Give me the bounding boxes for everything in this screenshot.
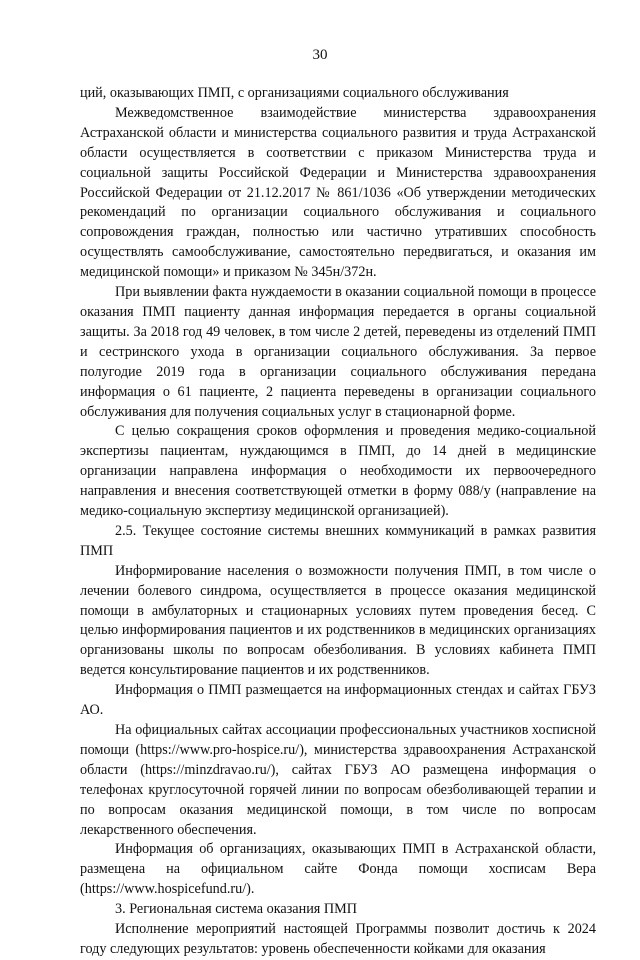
document-body xyxy=(80,84,596,960)
paragraph-6: Информирование населения о возможности получения ПМП, в том числе о лечении болевого синдрома, осуществляется в процессе оказания медицинской помощи в амбулаторных и стационарных условиях путем проведения бесед. С целью информирования пациентов и их родственников в медицинских организациях организованы школы по вопросам обезболивания. В условиях кабинета ПМП ведется консультирование пациентов и их родственников. xyxy=(80,562,596,679)
section-heading-3: 3. Региональная система оказания ПМП xyxy=(115,901,357,918)
paragraph-11: Исполнение мероприятий настоящей Программы позволит достичь к 2024 году следующих результатов: уровень обеспеченности койками для оказания xyxy=(80,921,596,957)
paragraph-9: Информация об организациях, оказывающих ПМП в Астраханской области, размещена на официальном сайте Фонда помощи хосписам Вера (https://www.hospicefund.ru/). xyxy=(80,841,596,898)
paragraph-2: Межведомственное взаимодействие министерства здравоохранения Астраханской области и министерства социального развития и труда Астраханской области осуществляется в соответствии с приказом Министерства труда и социальной защиты Российской Федерации и Министерства здравоохранения Российской Федерации от 21.12.2017 № 861/1036 «Об утверждении методических рекомендаций по организации социального обслуживания и социального сопровождения граждан, полностью или частично утративших способность осуществлять самообслуживание, самостоятельно передвигаться, и оказания им медицинской помощи» и приказом № 345н/372н. xyxy=(80,104,596,281)
paragraph-7: Информация о ПМП размещается на информационных стендах и сайтах ГБУЗ АО. xyxy=(80,682,596,719)
section-heading-2-5: 2.5. Текущее состояние системы внешних коммуникаций в рамках развития ПМП xyxy=(80,522,596,559)
paragraph-3: При выявлении факта нуждаемости в оказании социальной помощи в процессе оказания ПМП пациенту данная информация передается в органы социальной защиты. За 2018 год 49 человек, в том числе 2 детей, переведены из отделений ПМП и сестринского ухода в организации социального обслуживания. За первое полугодие 2019 года в организации социального обслуживания передана информация о 61 пациенте, 2 пациента переведены в организации социального обслуживания для получения социальных услуг в стационарной форме. xyxy=(80,284,596,420)
page-number: 30 xyxy=(312,47,328,63)
paragraph-4: С целью сокращения сроков оформления и проведения медико-социальной экспертизы пациентам, нуждающимся в ПМП, до 14 дней в медицинские организации направлена информация о необходимости их первоочередного направления и внесения соответствующей отметки в форму 088/у (направление на медико-социальную экспертизу медицинской организацией). xyxy=(80,423,596,520)
paragraph-8: На официальных сайтах ассоциации профессиональных участников хосписной помощи (https://www.pro-hospice.ru/), министерства здравоохранения Астраханской области (https://minzdravao.ru/), сайтах ГБУЗ АО размещена информация о телефонах круглосуточной горячей линии по вопросам обезболивающей терапии и по вопросам оказания медицинской помощи, в том числе по вопросам лекарственного обеспечения. xyxy=(80,722,596,838)
paragraph-1: ций, оказывающих ПМП, с организациями социального обслуживания xyxy=(80,85,509,101)
